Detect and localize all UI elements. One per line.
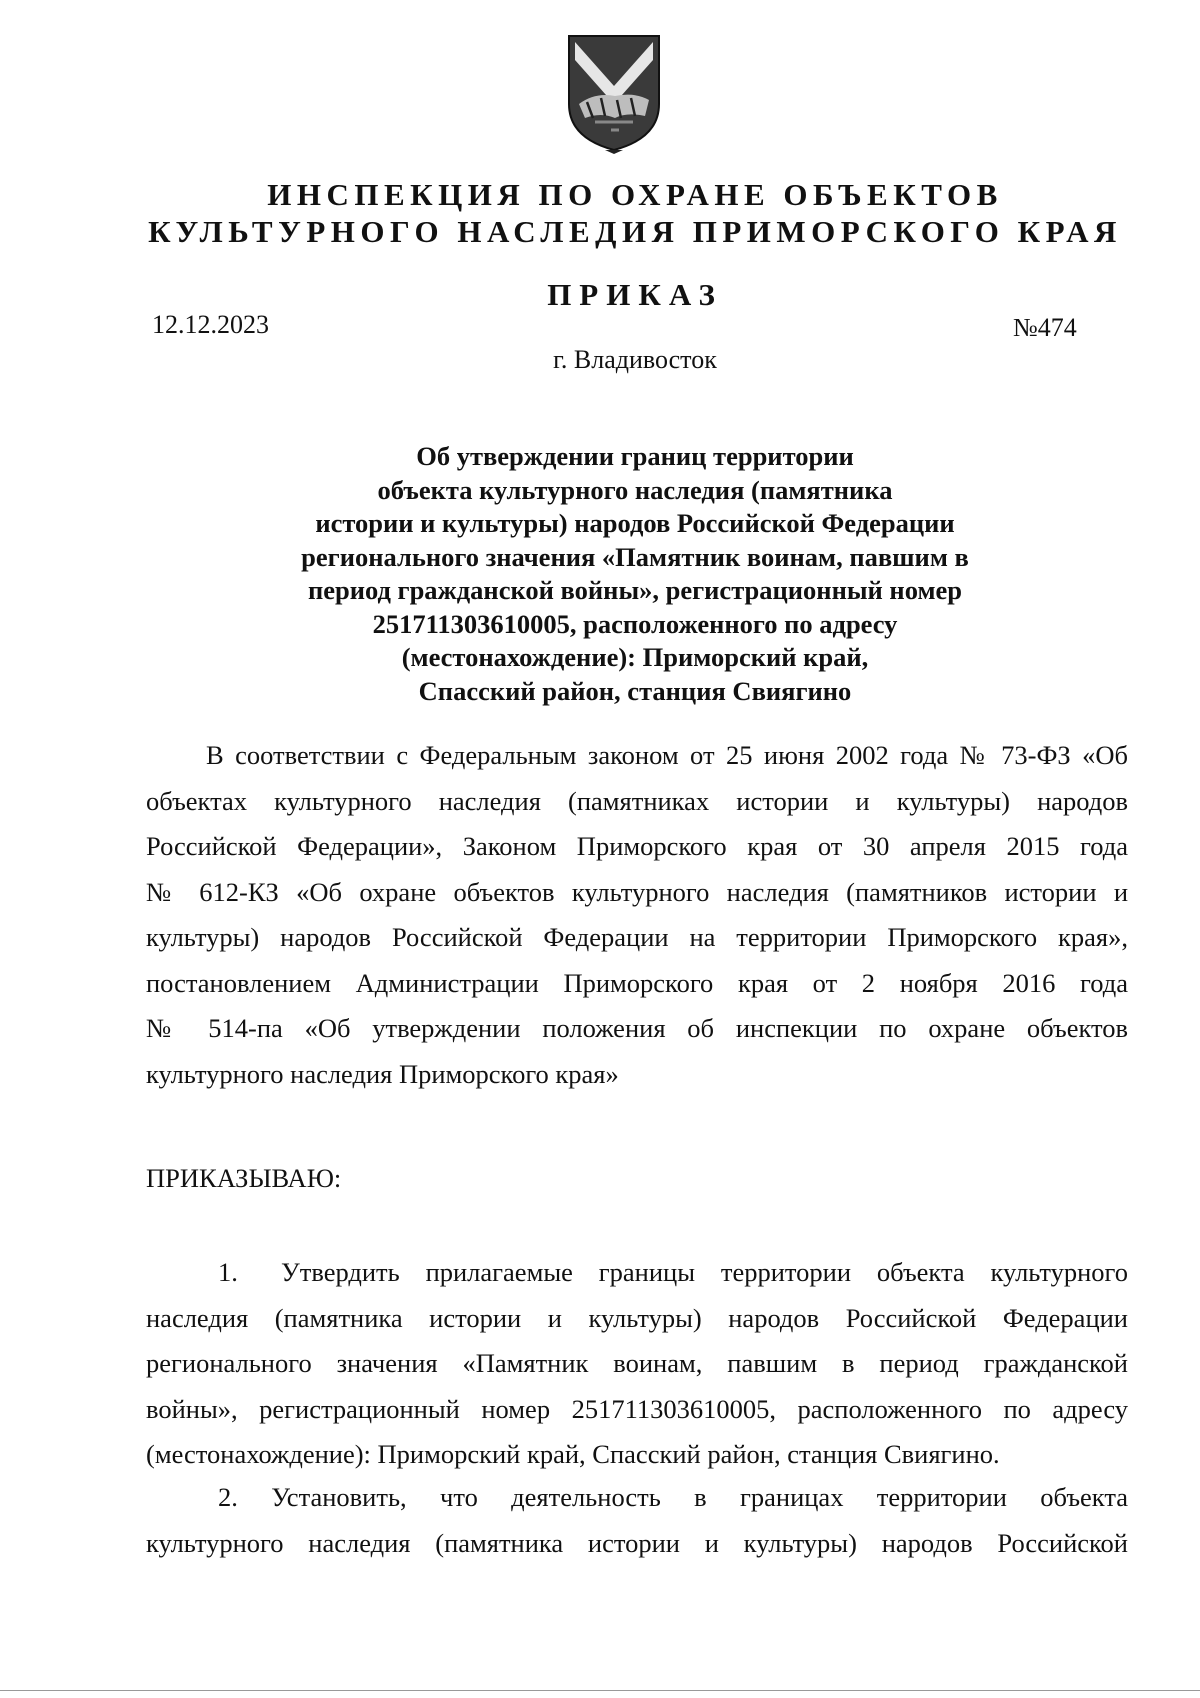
- preamble-line: Российской Федерации», Законом Приморского края от 30 апреля 2015 года: [146, 831, 1128, 861]
- document-subject: [250, 440, 1020, 708]
- item-line: наследия (памятника истории и культуры) народов Российской Федерации: [146, 1302, 1128, 1333]
- agency-name-line1: ИНСПЕКЦИЯ ПО ОХРАНЕ ОБЪЕКТОВ: [267, 177, 1003, 212]
- preamble-line: объектах культурного наследия (памятниках истории и культуры) народов: [146, 785, 1128, 816]
- preamble-line: В соответствии с Федеральным законом от 25 июня 2002 года № 73-ФЗ «Об: [206, 740, 1128, 770]
- page-bottom-edge: [0, 1690, 1200, 1691]
- preamble-line: № 514-па «Об утверждении положения об инспекции по охране объектов: [146, 1013, 1128, 1043]
- item-number: 1.: [218, 1257, 238, 1287]
- item-line: культурного наследия (памятника истории и культуры) народов Российской: [146, 1527, 1128, 1558]
- item-line: 2. Установить, что деятельность в границах территории объекта: [218, 1482, 1128, 1512]
- item-line: (местонахождение): Приморский край, Спасский район, станция Свиягино.: [146, 1439, 1000, 1469]
- item-line: войны», регистрационный номер 251711303610005, расположенного по адресу: [146, 1393, 1128, 1424]
- subject-line: период гражданской войны», регистрационный номер: [307, 575, 962, 605]
- preamble-line: культурного наследия Приморского края»: [146, 1058, 619, 1089]
- subject-line: регионального значения «Памятник воинам, павшим в: [301, 541, 969, 572]
- order-word: ПРИКАЗЫВАЮ:: [146, 1163, 342, 1193]
- subject-line: Об утверждении границ территории: [416, 441, 854, 471]
- preamble-line: культуры) народов Российской Федерации на территории Приморского края»,: [146, 922, 1128, 952]
- preamble-paragraph: [146, 733, 1128, 1097]
- preamble-line: постановлением Администрации Приморского края от 2 ноября 2016 года: [146, 967, 1128, 998]
- agency-name-line2: КУЛЬТУРНОГО НАСЛЕДИЯ ПРИМОРСКОГО КРАЯ: [148, 214, 1122, 249]
- document-number: №474: [1013, 313, 1077, 342]
- document-type: ПРИКАЗ: [547, 277, 723, 312]
- item-line: регионального значения «Памятник воинам, павшим в период гражданской: [146, 1348, 1128, 1378]
- item-line: Утвердить прилагаемые границы территории объекта культурного: [281, 1257, 1128, 1287]
- preamble-line: № 612-КЗ «Об охране объектов культурного наследия (памятников истории и: [146, 876, 1128, 907]
- item-1-paragraph: [146, 1250, 1128, 1478]
- item-2-paragraph: [146, 1475, 1128, 1566]
- subject-line: истории и культуры) народов Российской Федерации: [315, 508, 955, 538]
- subject-line: Спасский район, станция Свиягино: [418, 675, 852, 706]
- subject-line: (местонахождение): Приморский край,: [401, 642, 869, 672]
- document-date: 12.12.2023: [152, 310, 269, 339]
- subject-line: объекта культурного наследия (памятника: [377, 474, 893, 505]
- subject-line: 251711303610005, расположенного по адресу: [372, 608, 898, 639]
- document-city: г. Владивосток: [553, 345, 717, 374]
- coat-of-arms-icon: [565, 34, 663, 154]
